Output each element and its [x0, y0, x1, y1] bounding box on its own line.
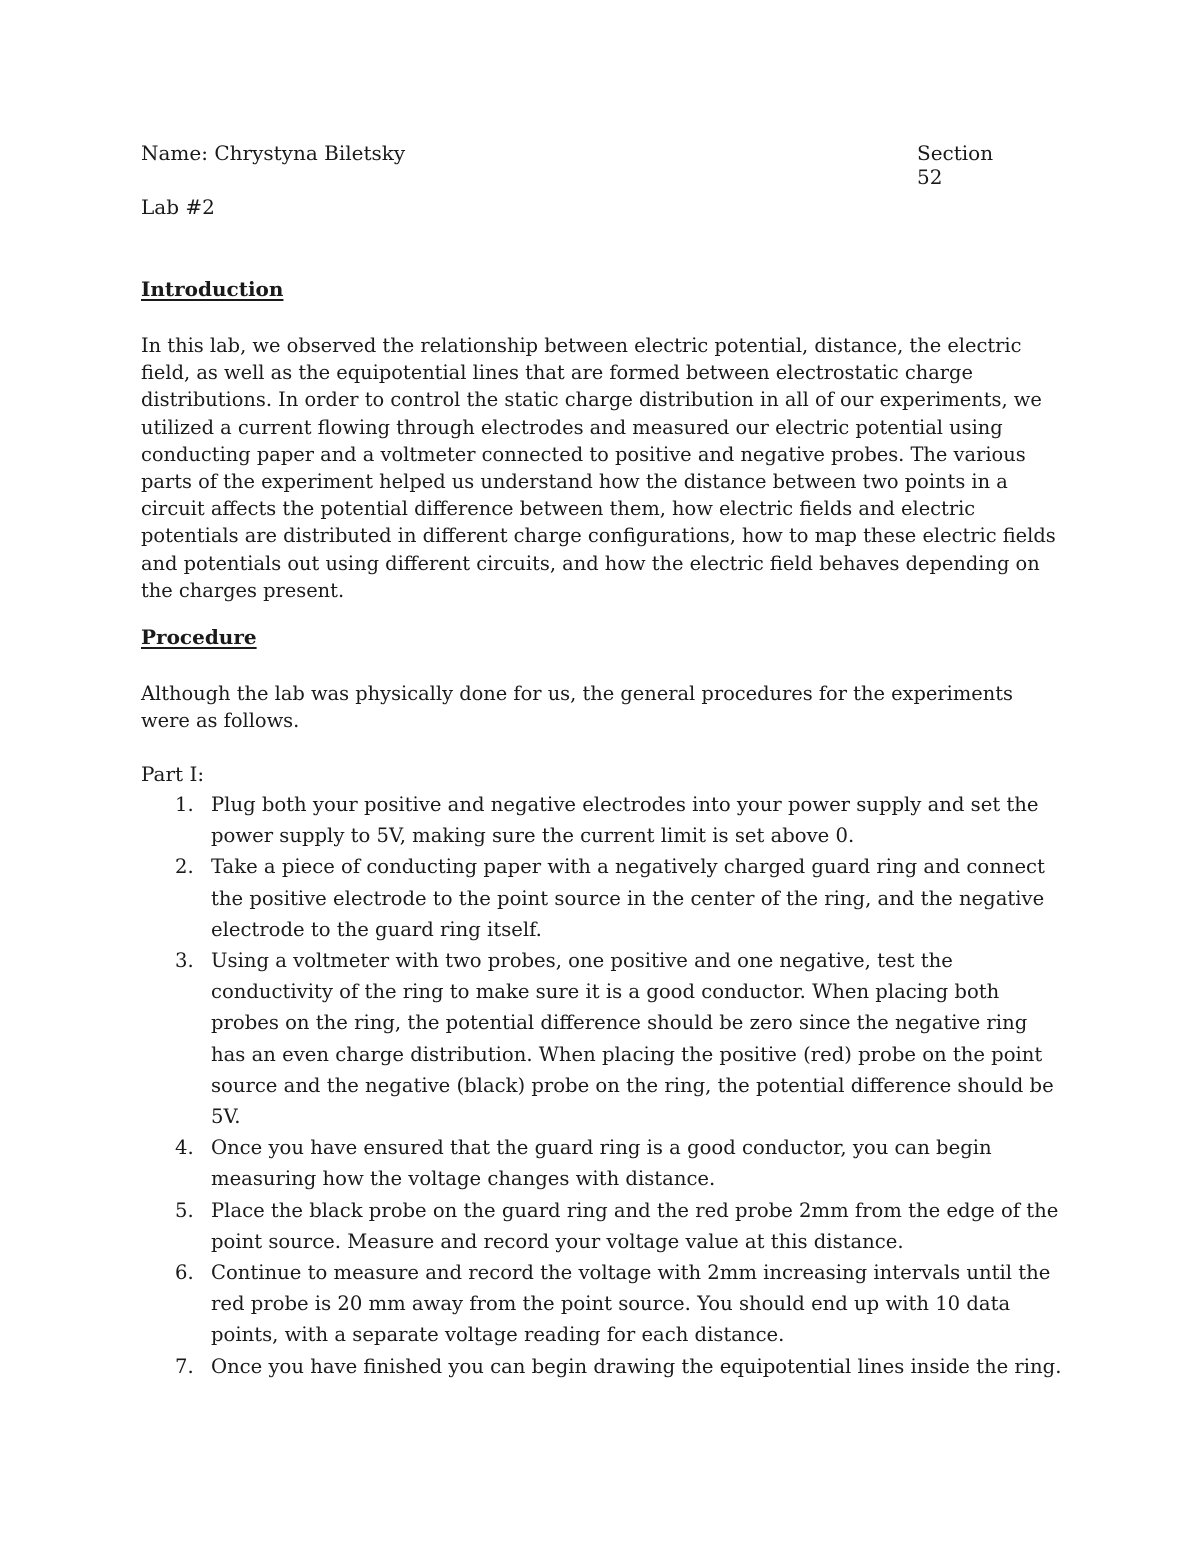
list-item — [141, 851, 1066, 945]
header-row — [141, 141, 1021, 189]
step-number: 2. — [175, 855, 194, 879]
list-item — [141, 1257, 1066, 1351]
section-number: Section 52 — [917, 141, 994, 189]
lab-number: Lab #2 — [141, 195, 215, 219]
procedure-heading: Procedure — [141, 625, 257, 649]
step-number: 4. — [175, 1136, 194, 1160]
procedure-steps-list — [141, 789, 1066, 1382]
step-number: 7. — [175, 1354, 194, 1378]
step-number: 6. — [175, 1261, 194, 1285]
step-text: Once you have finished you can begin drawing the equipotential lines inside the ring. — [211, 1354, 1062, 1378]
introduction-heading: Introduction — [141, 277, 284, 301]
list-item — [141, 1195, 1066, 1257]
step-text: Continue to measure and record the voltage with 2mm increasing intervals until the red probe is 20 mm away from the point source. You should end up with 10 data points, with a separate voltage reading for each distance. — [211, 1261, 1051, 1347]
introduction-paragraph: In this lab, we observed the relationship between electric potential, distance, the electric field, as well as the equipotential lines that are formed between electrostatic charge distributions. In order to control the static charge distribution in all of our experiments, we utilized a current flowing through electrodes and measured our electric potential using conducting paper and a voltmeter connected to positive and negative probes. The various parts of the experiment helped us understand how the distance between two points in a circuit affects the potential difference between them, how electric fields and electric potentials are distributed in different charge configurations, how to map these electric fields and potentials out using different circuits, and how the electric field behaves depending on the charges present. — [141, 334, 1056, 602]
student-name: Name: Chrystyna Biletsky — [141, 141, 406, 165]
step-text: Once you have ensured that the guard ring is a good conductor, you can begin measuring how the voltage changes with distance. — [211, 1136, 992, 1191]
list-item — [141, 1132, 1066, 1194]
step-number: 5. — [175, 1198, 194, 1222]
step-text: Place the black probe on the guard ring and the red probe 2mm from the edge of the point source. Measure and record your voltage value at this distance. — [211, 1198, 1059, 1253]
step-number: 3. — [175, 949, 194, 973]
step-text: Plug both your positive and negative electrodes into your power supply and set the power supply to 5V, making sure the current limit is set above 0. — [211, 793, 1039, 848]
document-page — [141, 0, 1061, 1553]
list-item — [141, 945, 1066, 1132]
step-text: Take a piece of conducting paper with a negatively charged guard ring and connect the positive electrode to the point source in the center of the ring, and the negative electrode to the guard ring itself. — [211, 855, 1045, 941]
step-number: 1. — [175, 793, 194, 816]
list-item — [141, 789, 1066, 851]
procedure-paragraph: Although the lab was physically done for us, the general procedures for the experiments were as follows. — [141, 682, 1013, 733]
list-item — [141, 1351, 1066, 1382]
step-text: Using a voltmeter with two probes, one positive and one negative, test the conductivity of the ring to make sure it is a good conductor. When placing both probes on the ring, the potential difference should be zero since the negative ring has an even charge distribution. When placing the positive (red) probe on the point source and the negative (black) probe on the ring, the potential difference should be 5V. — [211, 949, 1054, 1129]
part-label: Part I: — [141, 762, 205, 786]
